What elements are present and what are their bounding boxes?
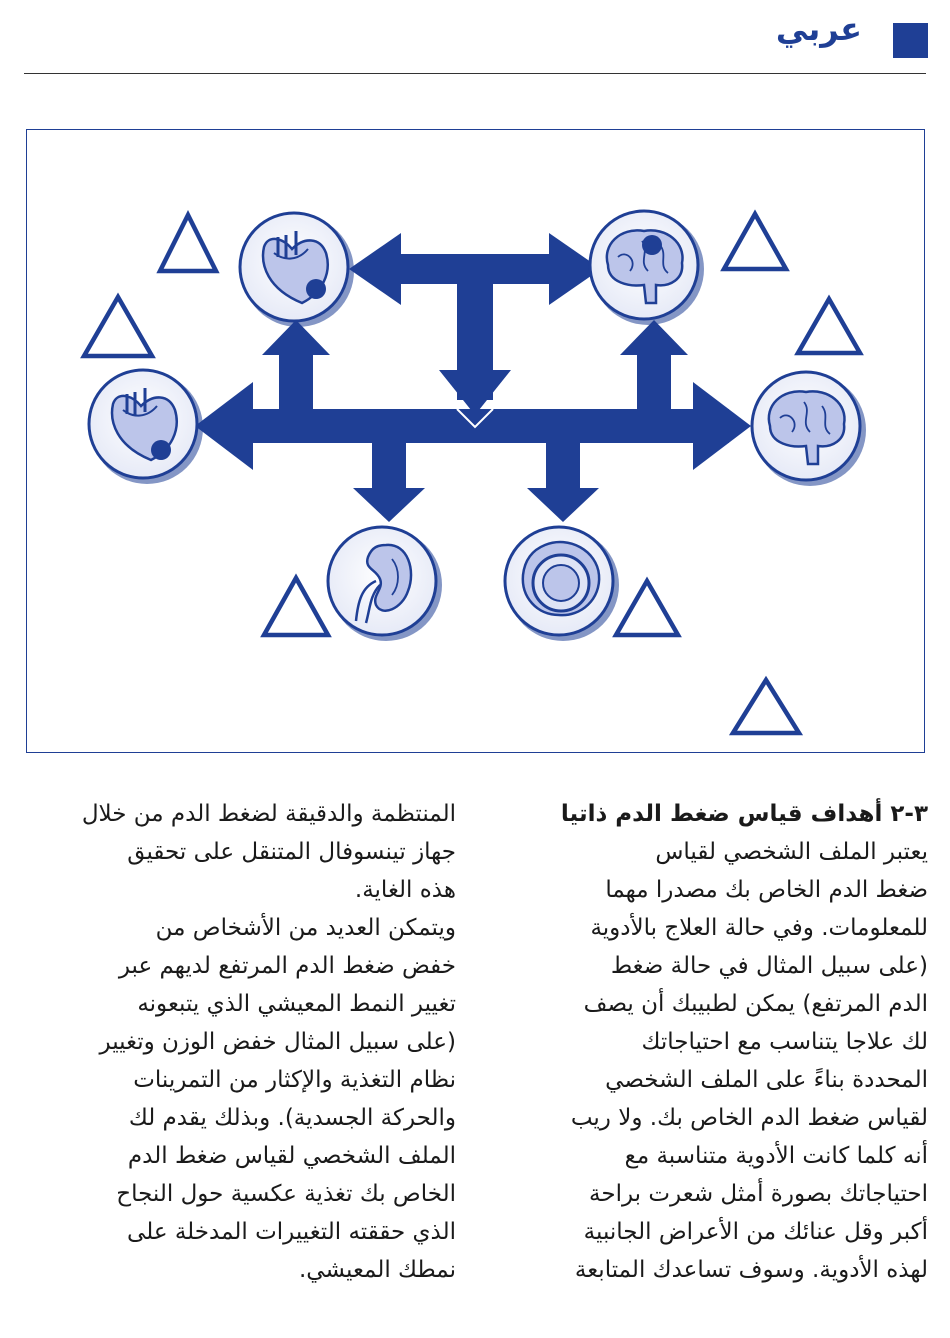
body-line: ويتمكن العديد من الأشخاص من — [155, 915, 456, 941]
body-line: خفض ضغط الدم المرتفع لديهم عبر — [118, 953, 456, 979]
body-line: نظام التغذية والإكثار من التمرينات — [133, 1067, 456, 1093]
body-line: الخاص بك تغذية عكسية حول النجاح — [116, 1181, 456, 1207]
organ-diagram — [26, 129, 925, 753]
body-line: للمعلومات. وفي حالة العلاج بالأدوية — [590, 915, 928, 941]
body-line: لقياس ضغط الدم الخاص بك. ولا ريب — [570, 1105, 928, 1131]
body-line: أكبر وقل عنائك من الأعراض الجانبية — [583, 1219, 928, 1245]
triangle-icon — [160, 215, 216, 271]
body-line: الدم المرتفع) يمكن لطبيبك أن يصف — [583, 991, 928, 1017]
body-line: يعتبر الملف الشخصي لقياس — [655, 839, 928, 865]
body-line: ضغط الدم الخاص بك مصدرا مهما — [605, 877, 928, 903]
triangle-icon — [616, 581, 678, 635]
article-right-column — [503, 795, 928, 1289]
body-line: احتياجاتك بصورة أمثل شعرت براحة — [589, 1181, 928, 1207]
kidney-icon — [328, 527, 442, 641]
body-line: (على سبيل المثال خفض الوزن وتغيير — [99, 1029, 456, 1055]
body-line: جهاز تينسوفال المتنقل على تحقيق — [127, 839, 456, 865]
body-line: (على سبيل المثال في حالة ضغط — [610, 953, 928, 979]
triangle-icon — [724, 214, 786, 269]
section-heading: ٣-٢ أهداف قياس ضغط الدم ذاتيا — [560, 801, 928, 827]
heart-icon — [89, 370, 203, 484]
triangle-icon — [798, 299, 860, 353]
triangle-icon — [264, 578, 328, 635]
body-line: والحركة الجسدية). وبذلك يقدم لك — [128, 1105, 456, 1131]
body-line: المنتظمة والدقيقة لضغط الدم من خلال — [81, 801, 456, 827]
eye-icon — [505, 527, 619, 641]
triangle-icon — [733, 680, 799, 733]
body-line: الملف الشخصي لقياس ضغط الدم — [127, 1143, 456, 1169]
body-line: لك علاجا يتناسب مع احتياجاتك — [641, 1029, 928, 1055]
body-line: أنه كلما كانت الأدوية متناسبة مع — [624, 1143, 928, 1169]
triangle-icon — [84, 297, 152, 356]
body-line: هذه الغاية. — [354, 877, 456, 903]
page-title: عربي — [775, 10, 862, 48]
body-line: لهذه الأدوية. وسوف تساعدك المتابعة — [574, 1257, 928, 1283]
brain-icon — [752, 372, 866, 486]
header-divider — [24, 73, 926, 74]
brain-icon — [590, 211, 704, 325]
heart-icon — [240, 213, 354, 327]
article-left-column — [20, 795, 456, 1289]
body-line: نمطك المعيشي. — [299, 1257, 456, 1283]
body-line: تغيير النمط المعيشي الذي يتبعونه — [137, 991, 456, 1017]
header-square — [893, 23, 928, 58]
body-line: الذي حققته التغييرات المدخلة على — [127, 1219, 456, 1245]
body-line: المحددة بناءً على الملف الشخصي — [605, 1067, 928, 1093]
